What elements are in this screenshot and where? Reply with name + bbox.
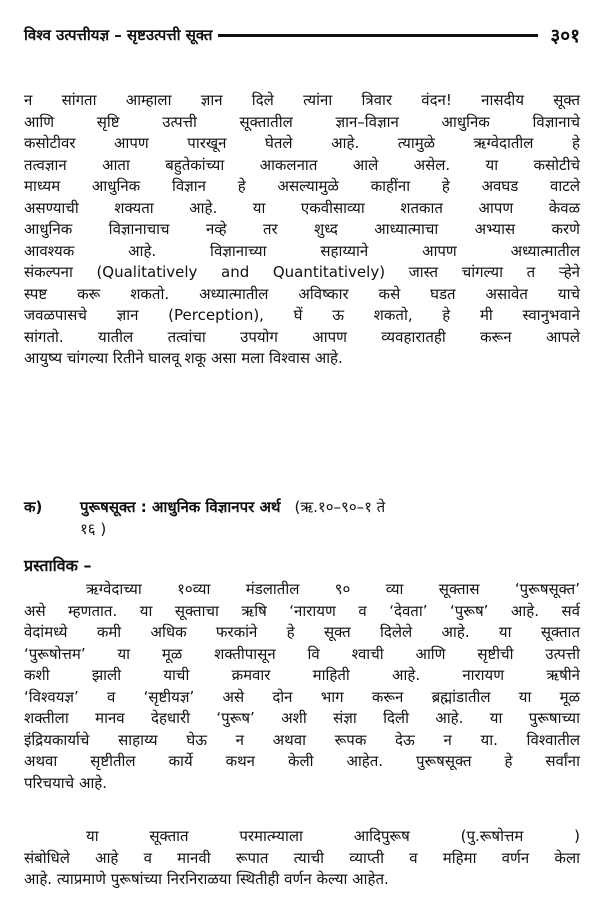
text-line: संकल्पना (Qualitatively and Quantitatively) जास्त चांगल्या त ऱ्हेने xyxy=(24,263,580,281)
section-heading xyxy=(24,496,580,540)
paragraph-intro xyxy=(24,90,580,370)
text-line: ‘पुरूषोत्तम’ या मूळ शक्तीपासून वि श्‍वाची आणि सृष्टीची उत्पत्ती xyxy=(24,644,580,663)
text-line: आधुनिक विज्ञानाचाच नव्हे तर शुध्द आध्यात्माचा अभ्यास करणे xyxy=(24,220,580,238)
text-line: इंद्रियकार्याचे साहाय्य घेऊ न अथवा रूपक देऊ न या. विश्वातील xyxy=(24,730,580,749)
header-rule xyxy=(218,34,538,37)
page-number: ३०१ xyxy=(550,25,580,47)
text-line: तत्वज्ञान आता बहुतेकांच्या आकलनात आले असेल. या कसोटीचे xyxy=(24,155,580,174)
text-line: वेदांमध्ये कमी अधिक फरकांने हे सूक्त दिलेले आहे. या सूक्तात xyxy=(24,623,580,641)
text-line: माध्यम आधुनिक विज्ञान हे असल्यामुळे काहींना हे अवघड वाटले xyxy=(24,177,580,195)
text-line: न सांगता आम्हाला ज्ञान दिले त्यांना त्रिवार वंदन! नासदीय सूक्त xyxy=(24,91,580,109)
section-title: पुरूषसूक्त : आधुनिक विज्ञानपर अर्थ xyxy=(80,498,281,516)
text-line: असे म्हणतात. या सूक्ताचा ऋषि ‘नारायण व ‘देवता’ ‘पुरूष’ आहे. सर्व xyxy=(24,601,580,620)
text-line: शक्तीला मानव देहधारी ‘पुरूष’ अशी संज्ञा दिली आहे. या पुरूषाच्या xyxy=(24,709,580,727)
section-label: क) xyxy=(24,498,43,516)
text-line: आणि सृष्टि उत्पत्ती सूक्तातील ज्ञान–विज्ञान आधुनिक विज्ञानाचे xyxy=(24,112,580,131)
text-line: जवळपासचे ज्ञान (Perception), घें ऊ शकतो, हे मी स्वानुभवाने xyxy=(24,306,580,324)
text-line: ऋग्वेदाच्या १०व्या मंडलातील ९० व्या सूक्तास ‘पुरूषसूक्त’ xyxy=(86,580,580,598)
text-line: सांगतो. यातील तत्वांचा उपयोग आपण व्यवहारातही करून आपले xyxy=(24,327,580,346)
paragraph-preface xyxy=(24,579,580,794)
text-line: कसोटीवर आपण पारखून घेतले आहे. त्यामुळे ऋग्वेदातील हे xyxy=(24,134,580,152)
text-line: संबोधिले आहे व मानवी रूपात त्याची व्याप्ती व महिमा वर्णन केला xyxy=(24,848,580,867)
text-line: कशी झाली याची क्रमवार माहिती आहे. नारायण ऋषीने xyxy=(24,666,580,684)
text-line: अथवा सृष्टीतील कार्ये कथन केली आहेत. पुरूषसूक्त हे सर्वांना xyxy=(24,752,580,770)
text-line: आयुष्य चांगल्या रितीने घालवू शकू असा मला विश्‍वास आहे. xyxy=(24,349,343,367)
text-line: आहे. त्याप्रमाणे पुरूषांच्या निरनिराळया स्थितीही वर्णन केल्या आहेत. xyxy=(24,870,389,888)
running-header xyxy=(24,20,580,50)
header-title: विश्व उत्पत्तीयज्ञ – सृष्टउत्पत्ती सूक्त xyxy=(24,26,213,44)
text-line: असण्याची शक्यता आहे. या एकवीसाव्या शतकात आपण केवळ xyxy=(24,198,580,217)
text-line: ‘विश्वयज्ञ’ व ‘सृष्टीयज्ञ’ असे दोन भाग करून ब्रह्मांडातील या मूळ xyxy=(24,687,580,706)
subheading: प्रस्ताविक – xyxy=(24,556,92,575)
paragraph-adipurush xyxy=(24,826,580,891)
text-line: परिचयाचे आहे. xyxy=(24,773,108,792)
text-line: आवश्यक आहे. विज्ञानाच्या सहाय्याने आपण अध्यात्मातील xyxy=(24,241,580,260)
section-reference: (ऋ.१०–९०–१ ते xyxy=(294,498,386,516)
text-line: या सूक्तात परमात्म्याला आदिपुरूष (पु.रूषोत्तम ) xyxy=(86,827,580,845)
text-line: स्पष्ट करू शकतो. अध्यात्मातील अविष्कार कसे घडत असावेत याचे xyxy=(24,284,580,303)
section-reference-cont: १६ ) xyxy=(80,520,107,538)
